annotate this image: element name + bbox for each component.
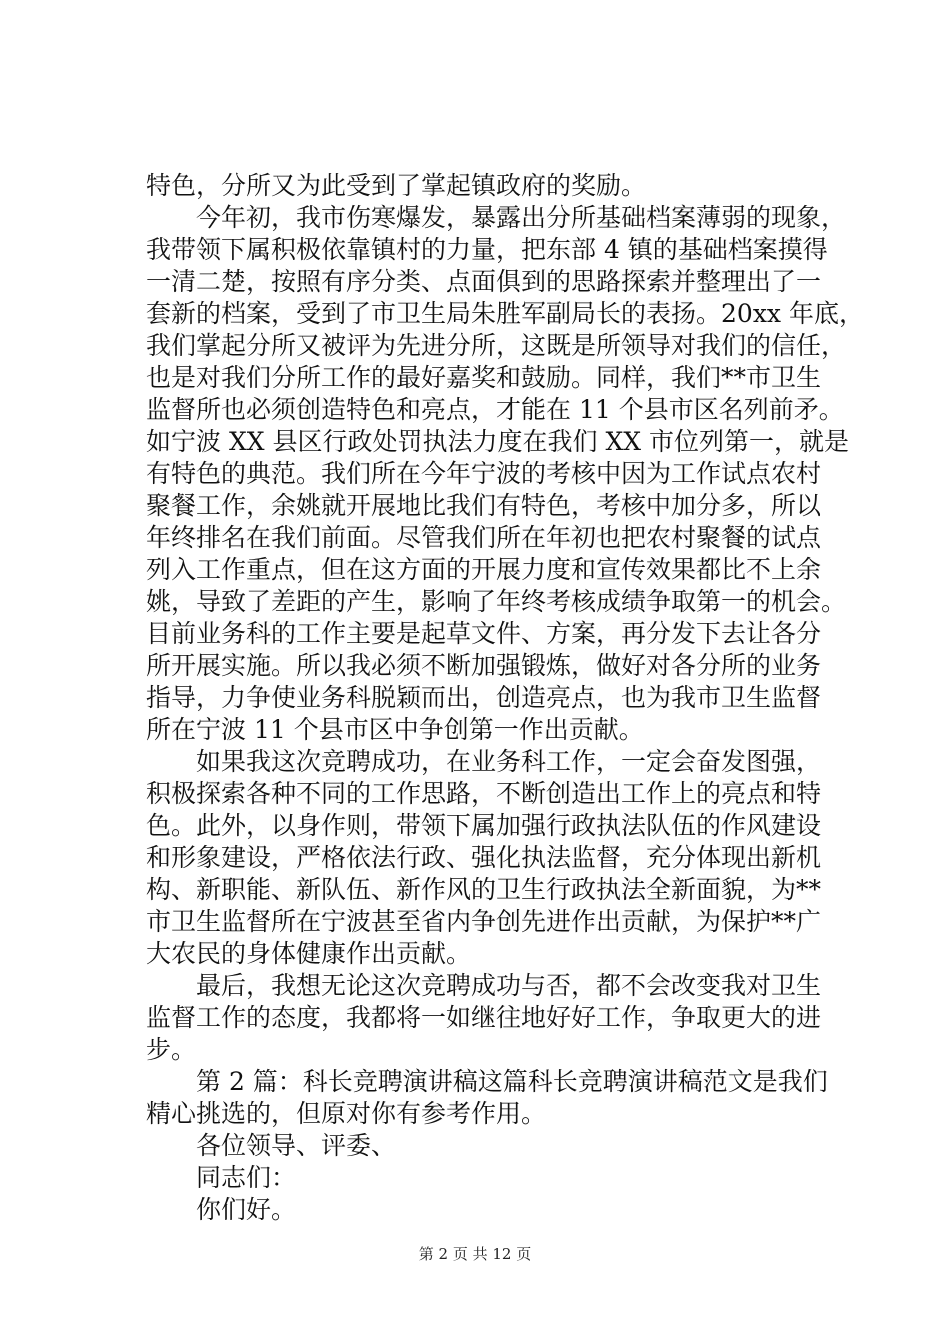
- text-line: 精心挑选的，但原对你有参考作用。: [146, 1099, 547, 1128]
- text-line: 步。: [146, 1035, 197, 1064]
- text-line: 和形象建设，严格依法行政、强化执法监督，充分体现出新机: [146, 843, 822, 872]
- text-line: 大农民的身体健康作出贡献。: [146, 939, 472, 968]
- text-line: 色。此外，以身作则，带领下属加强行政执法队伍的作风建设: [146, 811, 822, 840]
- text-line: 监督所也必须创造特色和亮点，才能在 11 个县市区名列前矛。: [146, 395, 844, 424]
- text-line: 积极探索各种不同的工作思路，不断创造出工作上的亮点和特: [146, 779, 822, 808]
- text-line: 构、新职能、新队伍、新作风的卫生行政执法全新面貌，为**: [146, 875, 822, 904]
- text-line: 目前业务科的工作主要是起草文件、方案，再分发下去让各分: [146, 619, 822, 648]
- page-number-footer: 第 2 页 共 12 页: [418, 1245, 532, 1263]
- text-line: 特色，分所又为此受到了掌起镇政府的奖励。: [146, 171, 647, 200]
- text-line: 一清二楚，按照有序分类、点面俱到的思路探索并整理出了一: [146, 267, 822, 296]
- text-line: 姚，导致了差距的产生，影响了年终考核成绩争取第一的机会。: [146, 587, 847, 616]
- text-line: 聚餐工作，余姚就开展地比我们有特色，考核中加分多，所以: [146, 491, 822, 520]
- text-line: 最后，我想无论这次竞聘成功与否，都不会改变我对卫生: [146, 971, 822, 1000]
- text-line: 你们好。: [146, 1195, 297, 1224]
- text-line: 有特色的典范。我们所在今年宁波的考核中因为工作试点农村: [146, 459, 822, 488]
- body-text: [146, 170, 864, 1226]
- text-line: 指导，力争使业务科脱颖而出，创造亮点，也为我市卫生监督: [146, 683, 822, 712]
- text-line: 监督工作的态度，我都将一如继往地好好工作，争取更大的进: [146, 1003, 822, 1032]
- text-line: 所开展实施。所以我必须不断加强锻炼，做好对各分所的业务: [146, 651, 822, 680]
- text-line: 市卫生监督所在宁波甚至省内争创先进作出贡献，为保护**广: [146, 907, 822, 936]
- text-line: 同志们：: [146, 1163, 297, 1192]
- text-line: 也是对我们分所工作的最好嘉奖和鼓励。同样，我们**市卫生: [146, 363, 822, 392]
- text-line: 所在宁波 11 个县市区中争创第一作出贡献。: [146, 715, 644, 744]
- text-line: 如果我这次竞聘成功，在业务科工作，一定会奋发图强，: [146, 747, 822, 776]
- text-line: 我们掌起分所又被评为先进分所，这既是所领导对我们的信任，: [146, 331, 847, 360]
- text-line: 套新的档案，受到了市卫生局朱胜军副局长的表扬。20xx 年底，: [146, 299, 864, 328]
- text-line: 各位领导、评委、: [146, 1131, 397, 1160]
- text-line: 第 2 篇：科长竞聘演讲稿这篇科长竞聘演讲稿范文是我们: [146, 1067, 828, 1096]
- text-line: 我带领下属积极依靠镇村的力量，把东部 4 镇的基础档案摸得: [146, 235, 828, 264]
- text-line: 年终排名在我们前面。尽管我们所在年初也把农村聚餐的试点: [146, 523, 822, 552]
- text-line: 列入工作重点，但在这方面的开展力度和宣传效果都比不上余: [146, 555, 822, 584]
- text-line: 今年初，我市伤寒爆发，暴露出分所基础档案薄弱的现象，: [146, 203, 847, 232]
- text-line: 如宁波 XX 县区行政处罚执法力度在我们 XX 市位列第一，就是: [146, 427, 849, 456]
